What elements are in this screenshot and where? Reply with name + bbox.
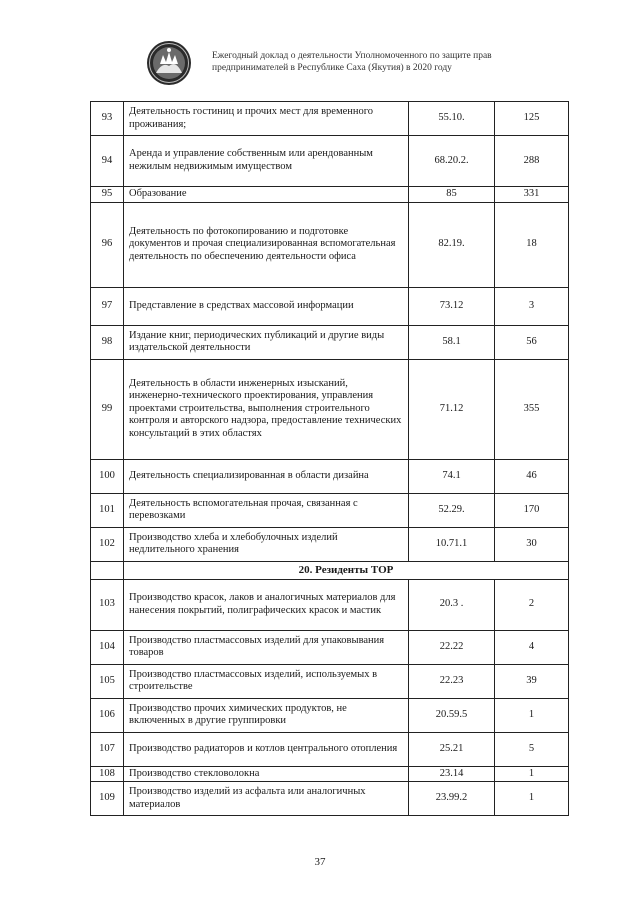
- row-number: 95: [91, 187, 124, 203]
- activity-count: 3: [495, 287, 569, 325]
- activity-name: Производство изделий из асфальта или аналогичных материалов: [124, 782, 409, 816]
- section-number-cell: [91, 561, 124, 579]
- activity-code: 71.12: [409, 359, 495, 459]
- activity-code: 82.19.: [409, 202, 495, 287]
- section-title: 20. Резиденты ТОР: [124, 561, 569, 579]
- row-number: 106: [91, 698, 124, 732]
- activity-count: 46: [495, 459, 569, 493]
- row-number: 101: [91, 493, 124, 527]
- activity-table: [90, 101, 569, 816]
- activity-code: 25.21: [409, 732, 495, 766]
- table-row: [91, 202, 569, 287]
- row-number: 93: [91, 102, 124, 136]
- table-row: [91, 698, 569, 732]
- table-row: [91, 359, 569, 459]
- activity-name: Образование: [124, 187, 409, 203]
- report-title: [212, 50, 492, 74]
- activity-count: 355: [495, 359, 569, 459]
- table-row: [91, 664, 569, 698]
- row-number: 94: [91, 136, 124, 187]
- report-title-line-2: предпринимателей в Республике Саха (Якутия) в 2020 году: [212, 63, 452, 73]
- activity-count: 30: [495, 527, 569, 561]
- row-number: 100: [91, 459, 124, 493]
- row-number: 98: [91, 325, 124, 359]
- activity-code: 58.1: [409, 325, 495, 359]
- activity-count: 1: [495, 782, 569, 816]
- row-number: 99: [91, 359, 124, 459]
- activity-count: 4: [495, 630, 569, 664]
- activity-name: Производство красок, лаков и аналогичных материалов для нанесения покрытий, полиграфических красок и мастик: [124, 579, 409, 630]
- activity-name: Издание книг, периодических публикаций и другие виды издательской деятельности: [124, 325, 409, 359]
- section-row: [91, 561, 569, 579]
- activity-count: 5: [495, 732, 569, 766]
- activity-count: 288: [495, 136, 569, 187]
- activity-name: Аренда и управление собственным или арендованным нежилым недвижимым имуществом: [124, 136, 409, 187]
- activity-count: 18: [495, 202, 569, 287]
- activity-count: 56: [495, 325, 569, 359]
- activity-code: 68.20.2.: [409, 136, 495, 187]
- table-row: [91, 630, 569, 664]
- activity-code: 22.23: [409, 664, 495, 698]
- activity-code: 73.12: [409, 287, 495, 325]
- report-title-line-1: Ежегодный доклад о деятельности Уполномоченного по защите прав: [212, 51, 492, 61]
- activity-count: 125: [495, 102, 569, 136]
- table-row: [91, 493, 569, 527]
- activity-name: Производство хлеба и хлебобулочных изделий недлительного хранения: [124, 527, 409, 561]
- table-row: [91, 766, 569, 782]
- row-number: 108: [91, 766, 124, 782]
- activity-code: 22.22: [409, 630, 495, 664]
- activity-count: 2: [495, 579, 569, 630]
- table-row: [91, 459, 569, 493]
- row-number: 109: [91, 782, 124, 816]
- table-row: [91, 136, 569, 187]
- activity-name: Деятельность вспомогательная прочая, связанная с перевозками: [124, 493, 409, 527]
- row-number: 107: [91, 732, 124, 766]
- activity-name: Деятельность специализированная в области дизайна: [124, 459, 409, 493]
- activity-code: 23.99.2: [409, 782, 495, 816]
- table-row: [91, 579, 569, 630]
- activity-name: Производство радиаторов и котлов центрального отопления: [124, 732, 409, 766]
- row-number: 102: [91, 527, 124, 561]
- activity-code: 10.71.1: [409, 527, 495, 561]
- row-number: 105: [91, 664, 124, 698]
- table-row: [91, 187, 569, 203]
- activity-name: Производство пластмассовых изделий для упаковывания товаров: [124, 630, 409, 664]
- activity-code: 52.29.: [409, 493, 495, 527]
- table-row: [91, 325, 569, 359]
- activity-name: Деятельность в области инженерных изысканий, инженерно-технического проектирования, управления проектами строительства, выполнения строительного контроля и авторского надзора, предоставление технических консультаций в этих областях: [124, 359, 409, 459]
- activity-code: 74.1: [409, 459, 495, 493]
- activity-code: 20.59.5: [409, 698, 495, 732]
- activity-code: 20.3 .: [409, 579, 495, 630]
- activity-name: Производство пластмассовых изделий, используемых в строительстве: [124, 664, 409, 698]
- emblem-icon: [146, 40, 192, 86]
- table-row: [91, 732, 569, 766]
- activity-count: 170: [495, 493, 569, 527]
- page-header: [146, 40, 566, 86]
- activity-code: 85: [409, 187, 495, 203]
- table-row: [91, 287, 569, 325]
- table-row: [91, 102, 569, 136]
- activity-count: 331: [495, 187, 569, 203]
- row-number: 96: [91, 202, 124, 287]
- row-number: 97: [91, 287, 124, 325]
- activity-name: Деятельность гостиниц и прочих мест для временного проживания;: [124, 102, 409, 136]
- activity-name: Представление в средствах массовой информации: [124, 287, 409, 325]
- row-number: 104: [91, 630, 124, 664]
- row-number: 103: [91, 579, 124, 630]
- activity-code: 23.14: [409, 766, 495, 782]
- page-number: 37: [314, 856, 326, 868]
- activity-count: 39: [495, 664, 569, 698]
- activity-count: 1: [495, 766, 569, 782]
- activity-name: Производство стекловолокна: [124, 766, 409, 782]
- table-row: [91, 527, 569, 561]
- activity-code: 55.10.: [409, 102, 495, 136]
- activity-count: 1: [495, 698, 569, 732]
- activity-name: Деятельность по фотокопированию и подготовке документов и прочая специализированная вспомогательная деятельность по обеспечению деятельности офиса: [124, 202, 409, 287]
- table-row: [91, 782, 569, 816]
- activity-name: Производство прочих химических продуктов, не включенных в другие группировки: [124, 698, 409, 732]
